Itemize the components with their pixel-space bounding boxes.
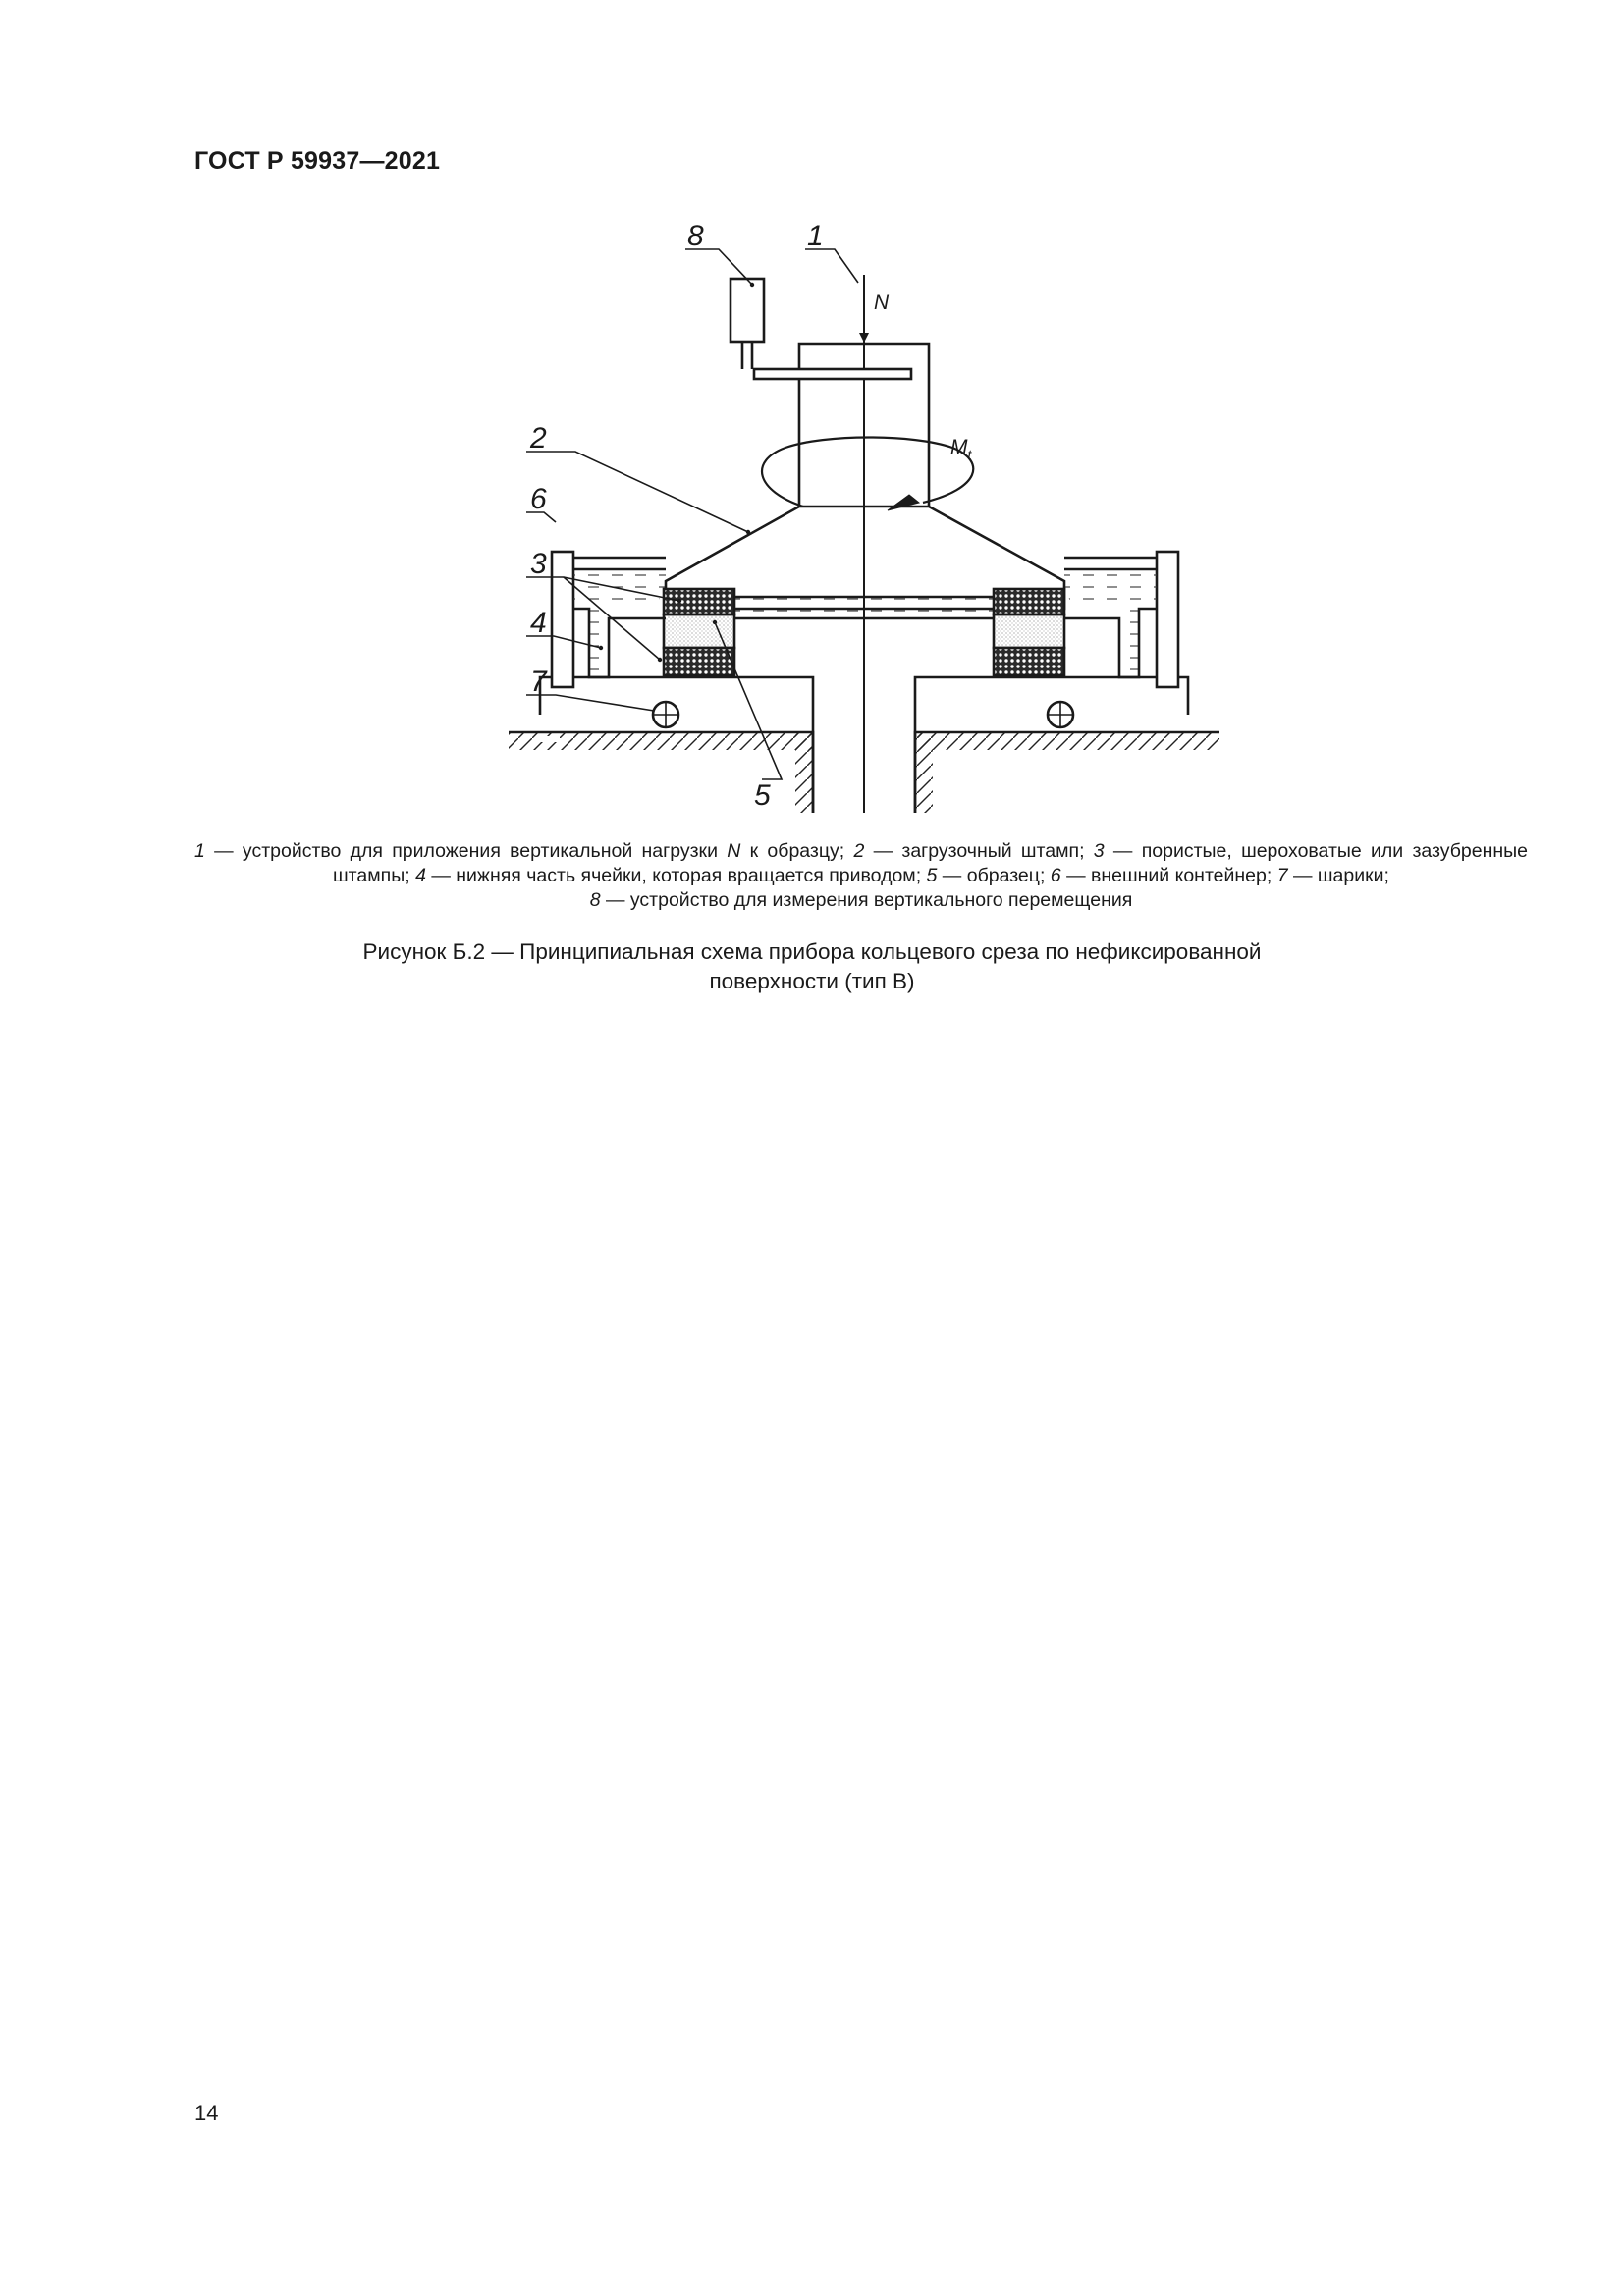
legend-text: — шарики; bbox=[1287, 865, 1389, 886]
label-4: 4 bbox=[530, 607, 547, 639]
page-number: 14 bbox=[194, 2101, 219, 2125]
bearing-ball bbox=[1048, 702, 1073, 727]
torque-symbol: $M_t$ bbox=[950, 436, 972, 462]
caption-line-1: Рисунок Б.2 — Принципиальная схема прибора кольцевого среза по нефиксированной bbox=[362, 939, 1262, 964]
label-3: 3 bbox=[530, 548, 547, 580]
legend-number: 3 bbox=[1093, 840, 1105, 862]
legend-number: 5 bbox=[926, 865, 938, 886]
figure-caption bbox=[295, 937, 1329, 996]
legend-number: 1 bbox=[194, 840, 205, 862]
label-6: 6 bbox=[530, 483, 547, 515]
load-symbol: N bbox=[874, 292, 890, 314]
figure-legend bbox=[194, 839, 1528, 913]
label-5: 5 bbox=[754, 779, 771, 812]
legend-number: 2 bbox=[853, 840, 865, 862]
document-header: ГОСТ Р 59937—2021 bbox=[194, 147, 441, 175]
legend-symbol: N bbox=[727, 840, 741, 862]
legend-number: 8 bbox=[589, 889, 601, 911]
legend-text: — внешний контейнер; bbox=[1060, 865, 1277, 886]
legend-number: 7 bbox=[1276, 865, 1288, 886]
legend-text: — пористые, шероховатые или зазубренные штампы; bbox=[333, 840, 1528, 886]
legend-text: — устройство для измерения вертикального перемещения bbox=[600, 889, 1133, 911]
ring-shear-apparatus-figure bbox=[491, 216, 1237, 815]
legend-number: 4 bbox=[415, 865, 426, 886]
torque-arrow bbox=[762, 438, 973, 511]
legend-text: — устройство для приложения вертикальной нагрузки bbox=[204, 840, 728, 862]
label-8: 8 bbox=[687, 220, 704, 252]
label-7: 7 bbox=[530, 666, 547, 698]
label-2: 2 bbox=[530, 422, 547, 454]
apparatus-diagram bbox=[491, 216, 1237, 815]
legend-text: — нижняя часть ячейки, которая вращается приводом; bbox=[425, 865, 927, 886]
bearing-ball bbox=[653, 702, 678, 727]
caption-line-2: поверхности (тип В) bbox=[709, 969, 915, 993]
legend-text: — образец; bbox=[937, 865, 1051, 886]
legend-text: к образцу; bbox=[740, 840, 854, 862]
legend-number: 6 bbox=[1050, 865, 1061, 886]
legend-text: — загрузочный штамп; bbox=[864, 840, 1094, 862]
label-1: 1 bbox=[807, 220, 824, 252]
